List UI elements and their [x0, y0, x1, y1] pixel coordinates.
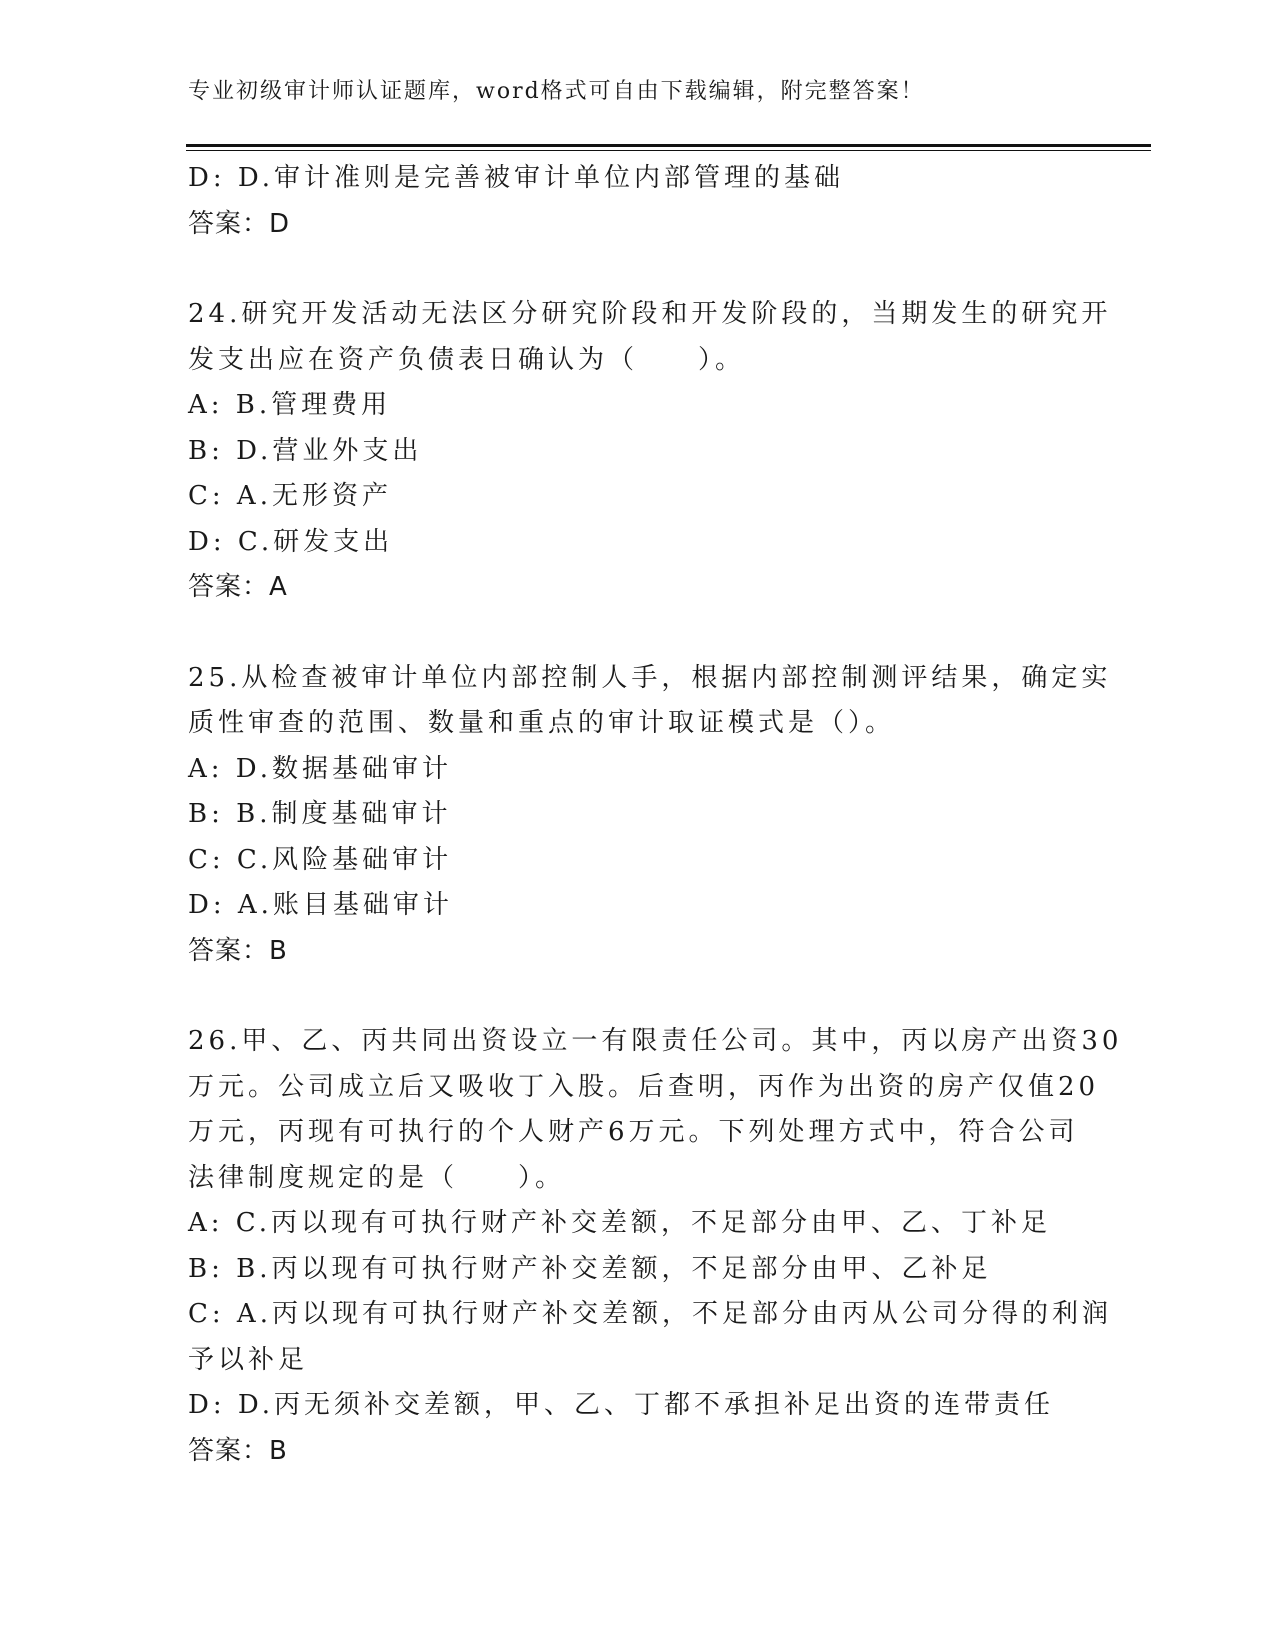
answer-line: 答案：B [188, 935, 288, 966]
question-text-line: 25.从检查被审计单位内部控制人手，根据内部控制测评结果，确定实 [188, 662, 1112, 693]
question-text-line: 26.甲、乙、丙共同出资设立一有限责任公司。其中，丙以房产出资30 [188, 1026, 1123, 1056]
option-c: C: A.丙以现有可执行财产补交差额，不足部分由丙从公司分得的利润 [188, 1299, 1112, 1329]
option-c: C: C.风险基础审计 [188, 844, 453, 875]
question-text-line: 24.研究开发活动无法区分研究阶段和开发阶段的，当期发生的研究开 [188, 299, 1112, 329]
previous-question-tail [188, 156, 1088, 247]
option-d: D: D.丙无须补交差额，甲、乙、丁都不承担补足出资的连带责任 [188, 1390, 1055, 1420]
option-b: B: B.丙以现有可执行财产补交差额，不足部分由甲、乙补足 [188, 1253, 992, 1284]
question-text-line: 万元。公司成立后又吸收丁入股。后查明，丙作为出资的房产仅值20 [188, 1071, 1100, 1102]
option-a: A: B.管理费用 [188, 390, 392, 420]
answer-line: 答案：D [188, 208, 291, 239]
option-b: B: D.营业外支出 [188, 435, 423, 466]
option-c: C: A.无形资产 [188, 481, 392, 511]
answer-line: 答案：B [188, 1435, 288, 1466]
option-d: D: D.审计准则是完善被审计单位内部管理的基础 [188, 163, 845, 193]
option-c-continued: 予以补足 [188, 1344, 309, 1375]
question-25 [188, 656, 1112, 975]
question-text-line: 发支出应在资产负债表日确认为（ ）。 [188, 344, 746, 375]
answer-line: 答案：A [188, 572, 288, 602]
option-a: A: C.丙以现有可执行财产补交差额，不足部分由甲、乙、丁补足 [188, 1208, 1052, 1238]
question-text-line: 质性审查的范围、数量和重点的审计取证模式是（）。 [188, 708, 896, 738]
question-24 [188, 292, 1112, 611]
option-a: A: D.数据基础审计 [188, 753, 452, 784]
option-d: D: A.账目基础审计 [188, 890, 453, 920]
question-26 [188, 1019, 1123, 1474]
question-text-line: 万元，丙现有可执行的个人财产6万元。下列处理方式中，符合公司 [188, 1117, 1079, 1147]
option-b: B: B.制度基础审计 [188, 799, 452, 829]
option-d: D: C.研发支出 [188, 526, 394, 557]
question-content [188, 156, 1123, 1474]
header-rule-thick [186, 144, 1151, 147]
question-text-line: 法律制度规定的是（ ）。 [188, 1162, 566, 1193]
header-rule-thin [186, 150, 1151, 151]
page-header: 专业初级审计师认证题库，word格式可自由下载编辑，附完整答案！ [188, 79, 925, 104]
